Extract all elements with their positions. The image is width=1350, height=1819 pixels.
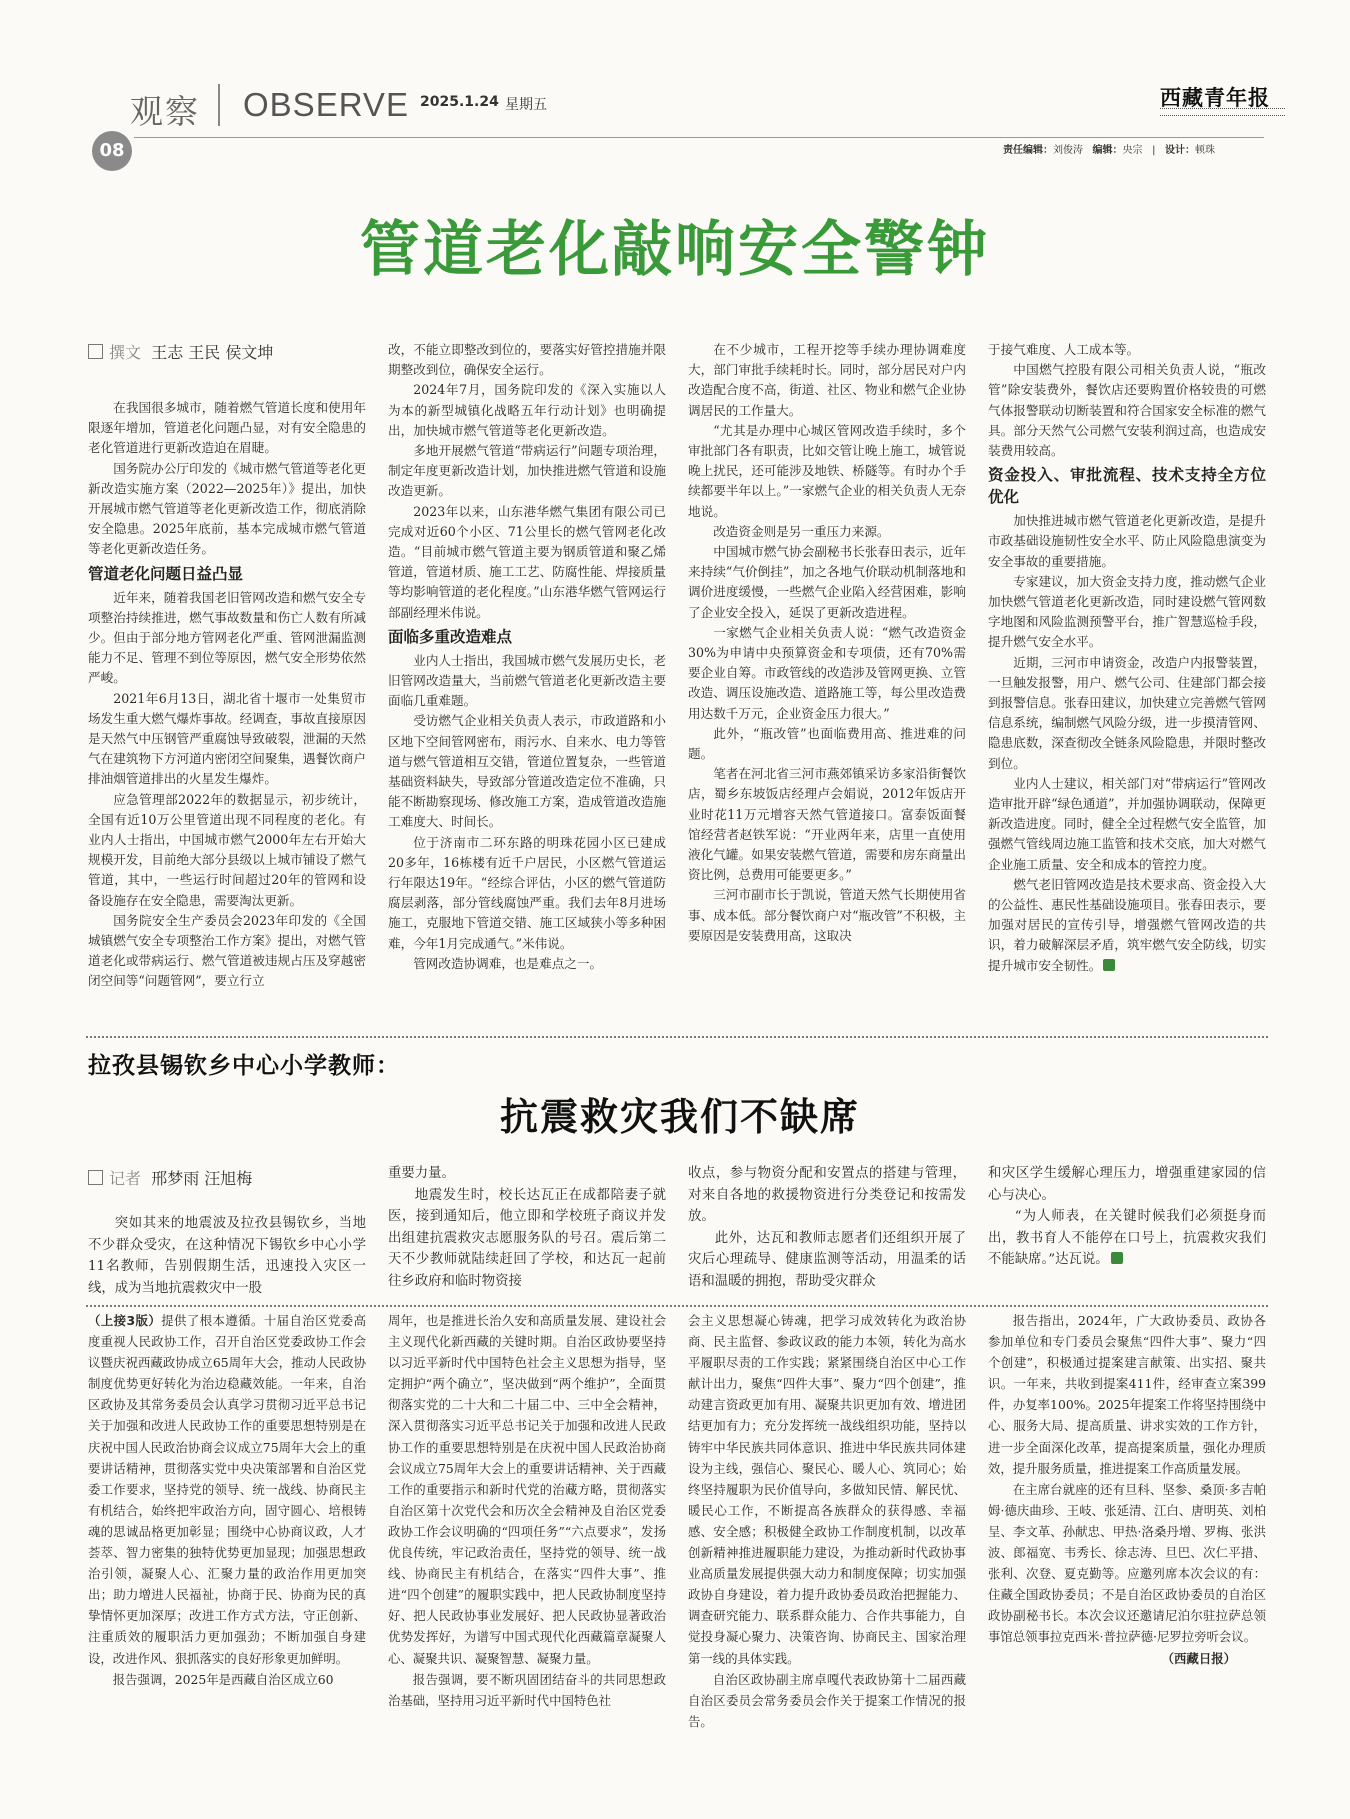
byline-names: 王志 王民 侯文坤 xyxy=(151,343,274,362)
end-mark-icon xyxy=(1111,1252,1123,1264)
designer-label: 设计： xyxy=(1165,145,1195,156)
article2-byline xyxy=(88,1166,252,1189)
paragraph: 在主席台就座的还有旦科、坚参、桑顶·多吉帕姆·德庆曲珍、王岐、张延清、江白、唐明英、刘柏呈、李文革、孙献忠、甲热·洛桑丹增、罗梅、张洪波、郎福宽、韦秀长、徐志涛、旦巴、次仁平措、张利、次登、夏克勤等。应邀列席本次会议的有：住藏全国政协委员；不是自治区政协委员的自治区政协副秘书长。本次会议还邀请尼泊尔驻拉萨总领事馆总领事拉克西米·普拉萨德·尼罗拉旁听会议。 xyxy=(988,1481,1266,1645)
paragraph: 业内人士指出，我国城市燃气发展历史长，老旧管网改造量大，当前燃气管道老化更新改造主要面临几重难题。 xyxy=(388,652,666,709)
paragraph: 三河市副市长于凯说，管道天然气长期使用省事、成本低。部分餐饮商户对“瓶改管”不积极，主要原因是安装费用高，这取决 xyxy=(688,887,966,943)
paragraph: 近期，三河市申请资金，改造户内报警装置，一旦触发报警，用户、燃气公司、住建部门都会接到报警信息。张春田建议，加快建立完善燃气管网信息系统，编制燃气风险分级，进一步摸清管网、隐患底数，深查彻改全链条风险隐患，并限时整改到位。 xyxy=(988,654,1266,771)
paragraph: 改，不能立即整改到位的，要落实好管控措施并限期整改到位，确保安全运行。 xyxy=(388,342,666,378)
article2-column-3 xyxy=(688,1163,966,1292)
issue-date: 2025.1.24 xyxy=(420,94,499,110)
editor-credits: 责任编辑：刘俊涛 编辑：央宗 | 设计：顿珠 xyxy=(1003,145,1215,156)
paragraph: 加快推进城市燃气管道老化更新改造，是提升市政基础设施韧性安全水平、防止风险隐患演变为安全事故的重要措施。 xyxy=(988,513,1266,569)
paragraph: 受访燃气企业相关负责人表示，市政道路和小区地下空间管网密布，雨污水、自来水、电力等管道与燃气管道相互交错，管道位置复杂，一些管道基础资料缺失，导致部分管道改造定位不准确，只能不断勘察现场、修改施工方案，造成管道改造施工难度大、时间长。 xyxy=(388,713,666,830)
paragraph: 突如其来的地震波及拉孜县锡钦乡，当地不少群众受灾，在这种情况下锡钦乡中心小学11名教师，告别假期生活，迅速投入灾区一线，成为当地抗震救灾中一股 xyxy=(88,1216,366,1296)
page-number-badge: 08 xyxy=(92,131,132,171)
paragraph: 和灾区学生缓解心理压力，增强重建家园的信心与决心。 xyxy=(988,1166,1266,1203)
paragraph: 重要力量。 xyxy=(388,1166,455,1181)
article2-kicker: 拉孜县锡钦乡中心小学教师： xyxy=(88,1052,400,1079)
paragraph: 中国燃气控股有限公司相关负责人说，“瓶改管”除安装费外，餐饮店还要购置价格较贵的可燃气体报警联动切断装置和符合国家安全标准的燃气具。部分天然气公司燃气安装利润过高，也造成安装费用较高。 xyxy=(988,362,1266,459)
pen-icon xyxy=(88,1170,103,1185)
paragraph: 业内人士建议，相关部门对“带病运行”管网改造审批开辟“绿色通道”，并加强协调联动，保障更新改造进度。同时，健全全过程燃气安全监管，加强燃气管线周边施工监管和技术交底，加大对燃气企业施工质量、安全和成本的管控力度。 xyxy=(988,775,1266,872)
paragraph: 2024年7月，国务院印发的《深入实施以人为本的新型城镇化战略五年行动计划》也明确提出，加快城市燃气管道等老化更新改造。 xyxy=(388,382,666,438)
paragraph: 会主义思想凝心铸魂，把学习成效转化为政治协商、民主监督、参政议政的能力本领，转化为高水平履职尽责的工作实践；紧紧围绕自治区中心工作献计出力，聚焦“四件大事”、聚力“四个创建”，推动建言资政更加有用、凝聚共识更加有效、增进团结更加有力；充分发挥统一战线组织功能，坚持以铸牢中华民族共同体意识、推进中华民族共同体建设为主线，强信心、聚民心、暖人心、筑同心；始终坚持履职为民价值导向，多做知民情、解民忧、暖民心工作，不断提高各族群众的获得感、幸福感、安全感；积极健全政协工作制度机制，以改革创新精神推进履职能力建设，为推动新时代政协事业高质量发展提供强大动力和制度保障；切实加强政协自身建设，着力提升政协委员政治把握能力、调查研究能力、联系群众能力、合作共事能力，自觉投身凝心聚力、决策咨询、协商民主、国家治理第一线的具体实践。 xyxy=(688,1313,966,1666)
article2-column-1 xyxy=(88,1213,366,1299)
article2-column-4 xyxy=(988,1163,1266,1271)
paragraph: 2023年以来，山东港华燃气集团有限公司已完成对近60个小区、71公里长的燃气管网老化改造。“目前城市燃气管道主要为钢质管道和聚乙烯管道，管道材质、施工工艺、防腐性能、焊接质量等均影响管道的老化程度。”山东港华燃气管网运行部副经理米伟说。 xyxy=(388,503,666,620)
paragraph: 报告强调，2025年是西藏自治区成立60 xyxy=(112,1671,334,1687)
paragraph: 周年，也是推进长治久安和高质量发展、建设社会主义现代化新西藏的关键时期。自治区政协要坚持以习近平新时代中国特色社会主义思想为指导，坚定拥护“两个确立”，坚决做到“两个维护”，全面贯彻落实党的二十大和二十届二中、三中全会精神，深入贯彻落实习近平总书记关于加强和改进人民政协工作的重要思想特别是在庆祝中国人民政治协商会议成立75周年大会上的重要讲话精神、关于西藏工作的重要指示和新时代党的治藏方略，贯彻落实自治区第十次党代会和历次全会精神及自治区党委政协工作会议明确的“四项任务”“六点要求”，发扬优良传统，牢记政治责任，坚持党的领导、统一战线、协商民主有机结合，在落实“四件大事”、推进“四个创建”的履职实践中，把人民政协制度坚持好、把人民政协事业发展好、把人民政协显著政治优势发挥好，为谱写中国式现代化西藏篇章凝聚人心、凝聚共识、凝聚智慧、凝聚力量。 xyxy=(388,1313,666,1666)
editor-label-2: 编辑： xyxy=(1092,145,1123,156)
paragraph: 中国城市燃气协会副秘书长张春田表示，近年来持续“气价倒挂”，加之各地气价联动机制落地和调价进度缓慢，一些燃气企业陷入经营困难，影响了企业安全投入，延误了更新改造进程。 xyxy=(688,544,966,620)
paragraph: 自治区政协副主席卓嘎代表政协第十二届西藏自治区委员会常务委员会作关于提案工作情况的报告。 xyxy=(688,1671,966,1729)
paragraph xyxy=(988,1206,1266,1271)
subheading: 管道老化问题日益凸显 xyxy=(88,564,244,583)
article1-column-2 xyxy=(388,340,666,974)
article3-column-2 xyxy=(388,1310,666,1711)
paragraph: 收点，参与物资分配和安置点的搭建与管理，对来自各地的救援物资进行分类登记和按需发放。 xyxy=(688,1166,966,1224)
article1-byline xyxy=(88,340,273,363)
section-separator xyxy=(86,1305,1268,1307)
paragraph xyxy=(88,1310,366,1669)
end-mark-icon xyxy=(1103,959,1115,971)
editor-2: 央宗 xyxy=(1122,145,1143,156)
paragraph: 多地开展燃气管道“带病运行”问题专项治理，制定年度更新改造计划，加快推进燃气管道和设施改造更新。 xyxy=(388,443,666,499)
paragraph: 应急管理部2022年的数据显示，初步统计，全国有近10万公里管道出现不同程度的老化。有业内人士指出，中国城市燃气2000年左右开始大规模开发，目前绝大部分县级以上城市铺设了燃气管道，其中，一些运行时间超过20年的管网和设备设施存在安全隐患，需要淘汰更新。 xyxy=(88,791,366,908)
article1-headline: 管道老化敲响安全警钟 xyxy=(360,215,990,285)
closing-text: “为人师表，在关键时候我们必须挺身而出，教书育人不能停在口号上，抗震救灾我们不能缺席。”达瓦说。 xyxy=(988,1209,1266,1267)
article3-column-1 xyxy=(88,1310,366,1690)
subheading: 面临多重改造难点 xyxy=(388,627,513,646)
paragraph: 近年来，随着我国老旧管网改造和燃气安全专项整治持续推进，燃气事故数量和伤亡人数有所减少。但由于部分地方管网老化严重、管网泄漏监测能力不足、管理不到位等原因，燃气安全形势依然严峻。 xyxy=(88,589,366,686)
paragraph: 在不少城市，工程开挖等手续办理协调难度大，部门审批手续耗时长。同时，部分居民对户内改造配合度不高，街道、社区、物业和燃气企业协调居民的工作量大。 xyxy=(688,342,966,418)
article1-column-4 xyxy=(988,340,1266,976)
paragraph: 此外，“瓶改管”也面临费用高、推进难的问题。 xyxy=(688,725,966,762)
article3-column-3 xyxy=(688,1310,966,1732)
source-label: （西藏日报） xyxy=(1161,1650,1236,1666)
paragraph: 在我国很多城市，随着燃气管道长度和使用年限逐年增加，管道老化问题凸显，对有安全隐患的老化管道进行更新改造迫在眉睫。 xyxy=(88,400,366,456)
paragraph: 管网改造协调难，也是难点之一。 xyxy=(413,955,603,971)
paragraph: 国务院办公厅印发的《城市燃气管道等老化更新改造实施方案（2022—2025年）》提出，加快开展城市燃气管道等老化更新改造工作，彻底消除安全隐患。2025年底前，基本完成城市燃气管道等老化更新改造任务。 xyxy=(88,460,366,557)
issue-weekday: 星期五 xyxy=(505,97,547,113)
paragraph: 地震发生时，校长达瓦正在成都陪妻子就医，接到通知后，他立即和学校班子商议并发出组建抗震救灾志愿服务队的号召。震后第二天不少教师就陆续赶回了学校，和达瓦一起前往乡政府和临时物资接 xyxy=(388,1187,666,1289)
article3-column-4 xyxy=(988,1310,1266,1669)
newspaper-logo: 西藏青年报 xyxy=(1160,85,1270,110)
article2-column-2 xyxy=(388,1163,666,1292)
logo-tibetan-script xyxy=(1160,108,1285,116)
byline-names: 邢梦雨 汪旭梅 xyxy=(151,1169,253,1188)
paragraph: “尤其是办理中心城区管网改造手续时，多个审批部门各有职责，比如交管让晚上施工，城管说晚上扰民，还可能涉及地铁、桥隧等。有时办个手续都要半年以上。”一家燃气企业的相关负责人无奈地说。 xyxy=(688,422,966,519)
pen-icon xyxy=(88,344,103,359)
paragraph xyxy=(988,875,1266,976)
paragraph: 报告强调，要不断巩固团结奋斗的共同思想政治基础，坚持用习近平新时代中国特色社 xyxy=(388,1671,666,1708)
paragraph: 一家燃气企业相关负责人说：“燃气改造资金30%为申请中央预算资金和专项债，还有70%需要企业自筹。市政管线的改造涉及管网更换、立管改造、调压设施改造、道路施工等，每公里改造费用达数千万元，企业资金压力很大。” xyxy=(688,624,966,721)
paragraph: 笔者在河北省三河市燕郊镇采访多家沿街餐饮店，蜀乡东坡饭店经理卢会娟说，2012年饭店开业时花11万元增容天然气管道接口。富泰饭面餐馆经营者赵铁军说：“开业两年来，店里一直使用液化气罐。如果安装燃气管道，需要和房东商量出资比例，总费用可能要更多。” xyxy=(688,766,966,883)
byline-label: 记者 xyxy=(109,1169,142,1188)
paragraph-text: 提供了根本遵循。十届自治区党委高度重视人民政协工作，召开自治区党委政协工作会议暨庆祝西藏政协成立65周年大会，推动人民政协制度优势更好转化为治边稳藏效能。一年来，自治区政协及其常务委员会认真学习贯彻习近平总书记关于加强和改进人民政协工作的重要思想特别是在庆祝中国人民政治协商会议成立75周年大会上的重要讲话精神，贯彻落实党中央决策部署和自治区党委工作要求，坚持党的领导、统一战线、协商民主有机结合，始终把牢政治方向，固守圆心、培根铸魂的思诚品格更加彰显；围绕中心协商议政，人才荟萃、智力密集的独特优势更加显现；加强思想政治引领，凝聚人心、汇聚力量的政治作用更加突出；助力增进人民福祉，协商于民、协商为民的真挚情怀更加深厚；改进工作方式方法，守正创新、注重质效的履职活力更加强劲；不断加强自身建设，改进作风、狠抓落实的良好形象更加鲜明。 xyxy=(88,1313,367,1666)
designer: 顿珠 xyxy=(1195,145,1215,156)
editor-1: 刘俊涛 xyxy=(1053,145,1083,156)
paragraph: 于接气难度、人工成本等。 xyxy=(988,342,1140,357)
closing-text: 燃气老旧管网改造是技术要求高、资金投入大的公益性、惠民性基础设施项目。张春田表示，要加强对居民的宣传引导，增强燃气管网改造的共识，着力破解深层矛盾，筑牢燃气安全防线，切实提升城市安全韧性。 xyxy=(988,876,1266,973)
header-rule xyxy=(134,137,1264,138)
section-separator xyxy=(86,1036,1268,1038)
paragraph: 改造资金则是另一重压力来源。 xyxy=(713,523,890,539)
paragraph: 此外，达瓦和教师志愿者们还组织开展了灾后心理疏导、健康监测等活动，用温柔的话语和温暖的拥抱，帮助受灾群众 xyxy=(688,1230,966,1289)
subheading: 资金投入、审批流程、技术支持全方位优化 xyxy=(988,466,1266,507)
paragraph: 国务院安全生产委员会2023年印发的《全国城镇燃气安全专项整治工作方案》提出，对燃气管道老化或带病运行、燃气管道被违规占压及穿越密闭空间等“问题管网”，要立行立 xyxy=(88,912,366,989)
paragraph: 位于济南市二环东路的明珠花园小区已建成20多年，16栋楼有近千户居民，小区燃气管道运行年限达19年。“经综合评估，小区的燃气管道防腐层剥落，部分管线腐蚀严重。我们去年8月进场施工，克服地下管道交错、施工区域狭小等多种困难，今年1月完成通气。”米伟说。 xyxy=(388,834,666,951)
editor-label-1: 责任编辑： xyxy=(1003,145,1053,156)
paragraph: 2021年6月13日，湖北省十堰市一处集贸市场发生重大燃气爆炸事故。经调查，事故直接原因是天然气中压钢管严重腐蚀导致破裂，泄漏的天然气在建筑物下方河道内密闭空间聚集，遇餐饮商户排油烟管道排出的火星发生爆炸。 xyxy=(88,690,366,787)
source-credit xyxy=(988,1648,1266,1669)
section-title-cn: 观察 xyxy=(130,92,200,131)
byline-label: 撰文 xyxy=(109,343,142,362)
continued-from-label: （上接3版） xyxy=(88,1313,162,1328)
paragraph: 报告指出，2024年，广大政协委员、政协各参加单位和专门委员会聚焦“四件大事”、聚力“四个创建”，积极通过提案建言献策、出实招、聚共识。一年来，共收到提案411件，经审查立案399件，办复率100%。2025年提案工作将坚持围绕中心、服务大局、提高质量、讲求实效的工作方针，进一步全面深化改革，提高提案质量，强化办理质效，提升服务质量，推进提案工作高质量发展。 xyxy=(988,1313,1266,1476)
article1-column-3 xyxy=(688,340,966,946)
article1-column-1 xyxy=(88,398,366,992)
paragraph: 专家建议，加大资金支持力度，推动燃气企业加快燃气管道老化更新改造，同时建设燃气管网数字地图和风险监测预警平台，推广智慧巡检手段，提升燃气安全水平。 xyxy=(988,573,1266,650)
article2-headline: 抗震救灾我们不缺席 xyxy=(499,1095,860,1139)
section-divider xyxy=(218,84,220,126)
section-title-en: OBSERVE xyxy=(243,86,409,123)
